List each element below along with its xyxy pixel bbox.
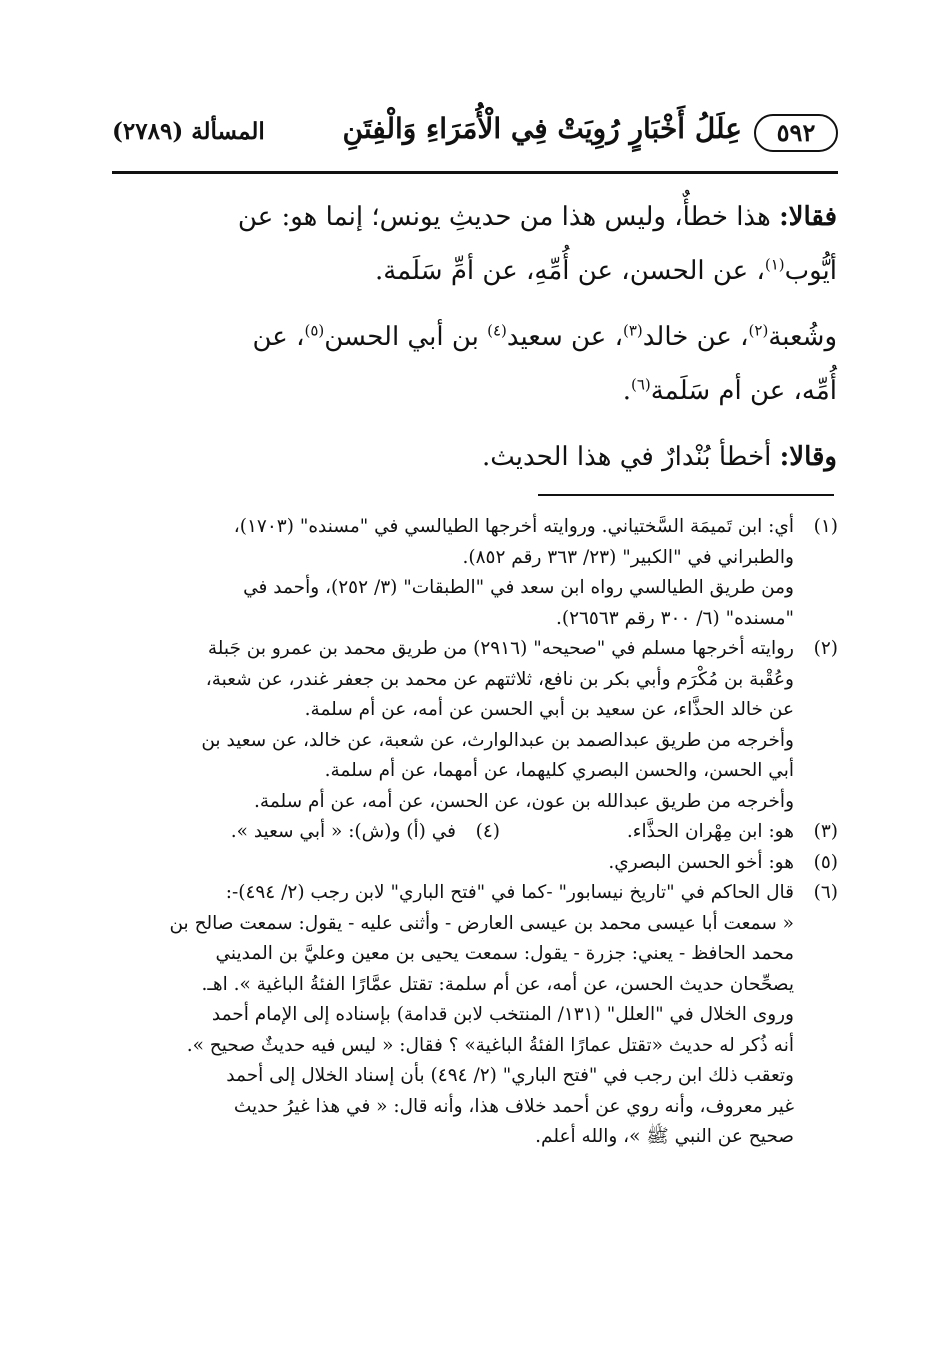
issue-label: المسألة (٢٧٨٩) bbox=[112, 118, 265, 145]
footnote-line: صحيح عن النبي ﷺ »، والله أعلم. bbox=[535, 1126, 794, 1147]
paragraph-3 bbox=[125, 430, 837, 484]
footnote-line: يصحِّحان حديث الحسن، عن أمه، عن أم سلمة: تقتل عمَّارًا الفئةُ الباغية ». اهـ. bbox=[201, 973, 794, 995]
footnote-line: وأخرجه من طريق عبدالله بن عون، عن الحسن، عن أمه، عن أم سلمة. bbox=[254, 790, 794, 812]
footnote-ref: (٤) bbox=[487, 321, 507, 340]
footnote-4 bbox=[162, 817, 500, 848]
footnote-5 bbox=[118, 848, 838, 879]
footnote-line: أبي الحسن، والحسن البصري كليهما، عن أمهما، عن أم سلمة. bbox=[324, 760, 794, 781]
book-title: عِلَلُ أَخْبَارٍ رُوِيَتْ فِي الْأُمَرَاءِ وَالْفِتَنِ bbox=[342, 112, 742, 145]
footnote-number: (٦) bbox=[813, 882, 838, 903]
page-header bbox=[112, 108, 838, 162]
footnote-line: أي: ابن تَميمَة السَّختياني. وروايته أخرجها الطيالسي في "مسنده" (١٧٠٣)، bbox=[233, 516, 794, 537]
footnotes bbox=[118, 512, 838, 1153]
footnote-line: وأخرجه من طريق عبدالصمد بن عبدالوارث، عن شعبة، عن خالد، عن سعيد بن bbox=[201, 729, 794, 751]
paragraph-text: أيُّوب bbox=[784, 256, 837, 286]
footnote-ref: (٦) bbox=[630, 375, 651, 394]
footnote-3 bbox=[500, 817, 838, 848]
footnote-line: « سمعت أبا عيسى محمد بن عيسى العارض - وأثنى عليه - يقول: سمعت صالح بن bbox=[169, 912, 794, 934]
footnote-number: (٢) bbox=[813, 638, 838, 659]
footnote-ref: (١) bbox=[764, 255, 785, 274]
paragraph-text: ، عن سعيد bbox=[506, 322, 623, 352]
footnote-line: وتعقب ذلك ابن رجب في "فتح الباري" (٢/ ٤٩٤) بأن إسناد الخلال إلى أحمد bbox=[226, 1065, 794, 1086]
footnote-divider bbox=[538, 494, 834, 496]
footnote-number: (١) bbox=[813, 516, 838, 537]
footnote-ref: (٣) bbox=[622, 321, 643, 340]
footnote-1 bbox=[118, 512, 838, 634]
paragraph-lead: فقالا: bbox=[779, 202, 837, 232]
paragraph-text: ، عن الحسن، عن أُمِّهِ، عن أمِّ سَلَمة. bbox=[374, 256, 765, 286]
footnote-line: ومن طريق الطيالسي رواه ابن سعد في "الطبقات" (٣/ ٢٥٢)، وأحمد في bbox=[243, 577, 794, 598]
footnote-line: هو: ابن مِهْران الحذَّاء. bbox=[626, 821, 794, 842]
paragraph-text: وشُعبة bbox=[768, 322, 837, 352]
footnote-line: وعُقْبة بن مُكْرَم وأبي بكر بن نافع، ثلاثتهم عن محمد بن جعفر غندر، عن شعبة، bbox=[205, 668, 794, 690]
footnote-number: (٣) bbox=[813, 821, 838, 842]
footnote-6 bbox=[118, 878, 838, 1153]
paragraph-text: ، عن bbox=[252, 322, 305, 352]
footnote-number: (٥) bbox=[813, 851, 838, 873]
footnote-line: قال الحاكم في "تاريخ نيسابور" -كما في "فتح الباري" لابن رجب (٢/ ٤٩٤)-: bbox=[225, 882, 794, 903]
footnote-line: عن خالد الحذَّاء، عن سعيد بن أبي الحسن عن أمه، عن أم سلمة. bbox=[304, 699, 794, 720]
paragraph-text: ، عن خالد bbox=[642, 322, 749, 352]
paragraph-1 bbox=[125, 190, 837, 298]
paragraph-text: . bbox=[622, 376, 631, 406]
header-divider bbox=[112, 171, 838, 174]
paragraph-text: بن أبي الحسن bbox=[324, 322, 488, 352]
footnote-ref: (٢) bbox=[748, 321, 769, 340]
page-number: ٥٩٢ bbox=[754, 114, 838, 152]
footnote-2 bbox=[118, 634, 838, 817]
footnote-line: وروى الخلال في "العلل" (١٣١/ المنتخب لابن قدامة) بإسناده إلى الإمام أحمد bbox=[211, 1004, 794, 1025]
paragraph-2 bbox=[125, 310, 837, 418]
paragraph-lead: وقالا: bbox=[779, 442, 837, 472]
footnote-3-4-row bbox=[118, 817, 838, 848]
paragraph-text: هذا خطأٌ، وليس هذا من حديثِ يونس؛ إنما هو: عن bbox=[237, 202, 771, 232]
footnote-line: روايته أخرجها مسلم في "صحيحه" (٢٩١٦) من طريق محمد بن عمرو بن جَبلة bbox=[207, 638, 794, 659]
footnote-line: والطبراني في "الكبير" (٢٣/ ٣٦٣ رقم ٨٥٢). bbox=[462, 546, 794, 568]
footnote-line: في (أ) و(ش): « أبي سعيد ». bbox=[230, 821, 456, 842]
footnote-line: محمد الحافظ - يعني: جزرة - يقول: سمعت يحيى بن معين وعليَّ بن المديني bbox=[215, 943, 794, 964]
footnote-line: هو: أخو الحسن البصري. bbox=[608, 851, 794, 873]
footnote-line: غير معروف، وأنه روي عن أحمد خلاف هذا، وأنه قال: « في هذا غيرُ حديث bbox=[233, 1095, 794, 1117]
paragraph-text: أُمِّه، عن أم سَلَمة bbox=[650, 376, 837, 406]
paragraph-text: أخطأ بُنْدارٌ في هذا الحديث. bbox=[481, 442, 772, 472]
footnote-line: "مسنده" (٦/ ٣٠٠ رقم ٢٦٥٦٣). bbox=[555, 607, 794, 629]
footnote-line: أنه ذُكر له حديث «تقتل عمارًا الفئةُ الباغية» ؟ فقال: « ليس فيه حديثٌ صحيح ». bbox=[186, 1034, 794, 1056]
footnote-number: (٤) bbox=[475, 821, 500, 842]
footnote-ref: (٥) bbox=[304, 321, 325, 340]
main-text bbox=[125, 190, 837, 496]
